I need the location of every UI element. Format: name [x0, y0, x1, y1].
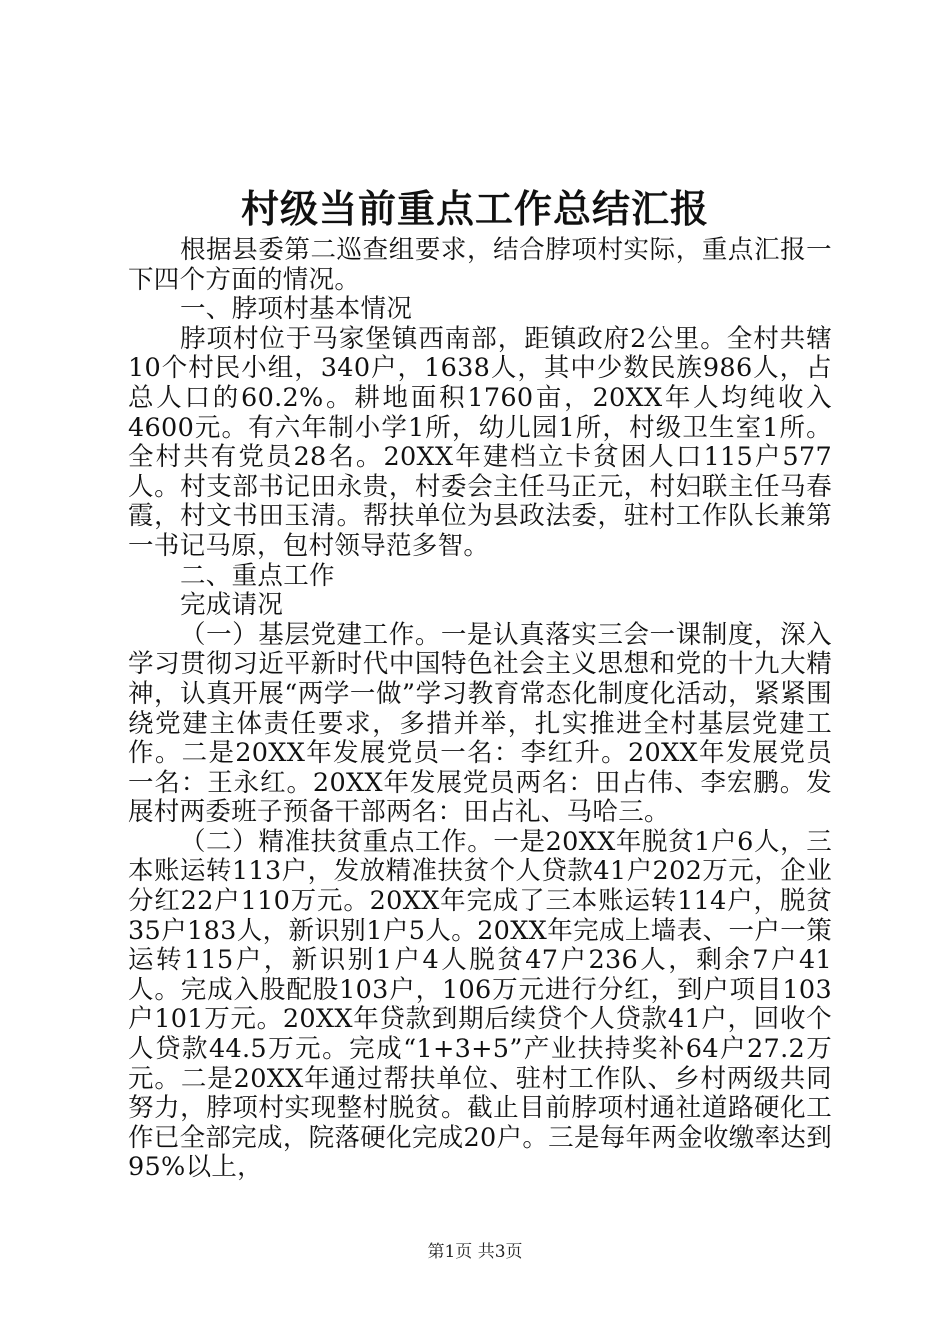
page-number-label: 第1页 共3页: [427, 1242, 523, 1262]
page-footer: [0, 1240, 950, 1264]
basic-info-paragraph: 脖项村位于马家堡镇西南部，距镇政府2公里。全村共辖10个村民小组，340户，1638人，其中少数民族986人，占总人口的60.2%。耕地面积1760亩，20XX年人均纯收入4600元。有六年制小学1所，幼儿园1所，村级卫生室1所。全村共有党员28名。20XX年建档立卡贫困人口115户577人。村支部书记田永贵，村委会主任马正元，村妇联主任马春霞，村文书田玉清。帮扶单位为县政法委，驻村工作队长兼第一书记马原，包村领导范多智。: [128, 323, 832, 561]
section-heading-basic-info: 一、脖项村基本情况: [180, 294, 413, 325]
section-heading-key-work: 二、重点工作: [180, 560, 335, 591]
party-building-paragraph: （一）基层党建工作。一是认真落实三会一课制度，深入学习贯彻习近平新时代中国特色社会主义思想和党的十九大精神，认真开展“两学一做”学习教育常态化制度化活动，紧紧围绕党建主体责任要求，多措并举，扎实推进全村基层党建工作。二是20XX年发展党员一名：李红升。20XX年发展党员一名：王永红。20XX年发展党员两名：田占伟、李宏鹏。发展村两委班子预备干部两名：田占礼、马哈三。: [128, 619, 832, 828]
document-body: [128, 236, 832, 1183]
poverty-alleviation-paragraph: （二）精准扶贫重点工作。一是20XX年脱贫1户6人，三本账运转113户，发放精准扶贫个人贷款41户202万元，企业分红22户110万元。20XX年完成了三本账运转114户，脱贫35户183人，新识别1户5人。20XX年完成上墙表、一户一策运转115户，新识别1户4人脱贫47户236人，剩余7户41人。完成入股配股103户，106万元进行分红，到户项目103户101万元。20XX年贷款到期后续贷个人贷款41户，回收个人贷款44.5万元。完成“1+3+5”产业扶持奖补64户27.2万元。二是20XX年通过帮扶单位、驻村工作队、乡村两级共同努力，脖项村实现整村脱贫。截止目前脖项村通社道路硬化工作已全部完成，院落硬化完成20户。三是每年两金收缴率达到95%以上，: [128, 826, 832, 1183]
document-title: 村级当前重点工作总结汇报: [240, 186, 709, 231]
subheading-completion: 完成请况: [180, 590, 284, 621]
intro-paragraph: 根据县委第二巡查组要求，结合脖项村实际，重点汇报一下四个方面的情况。: [128, 235, 832, 295]
